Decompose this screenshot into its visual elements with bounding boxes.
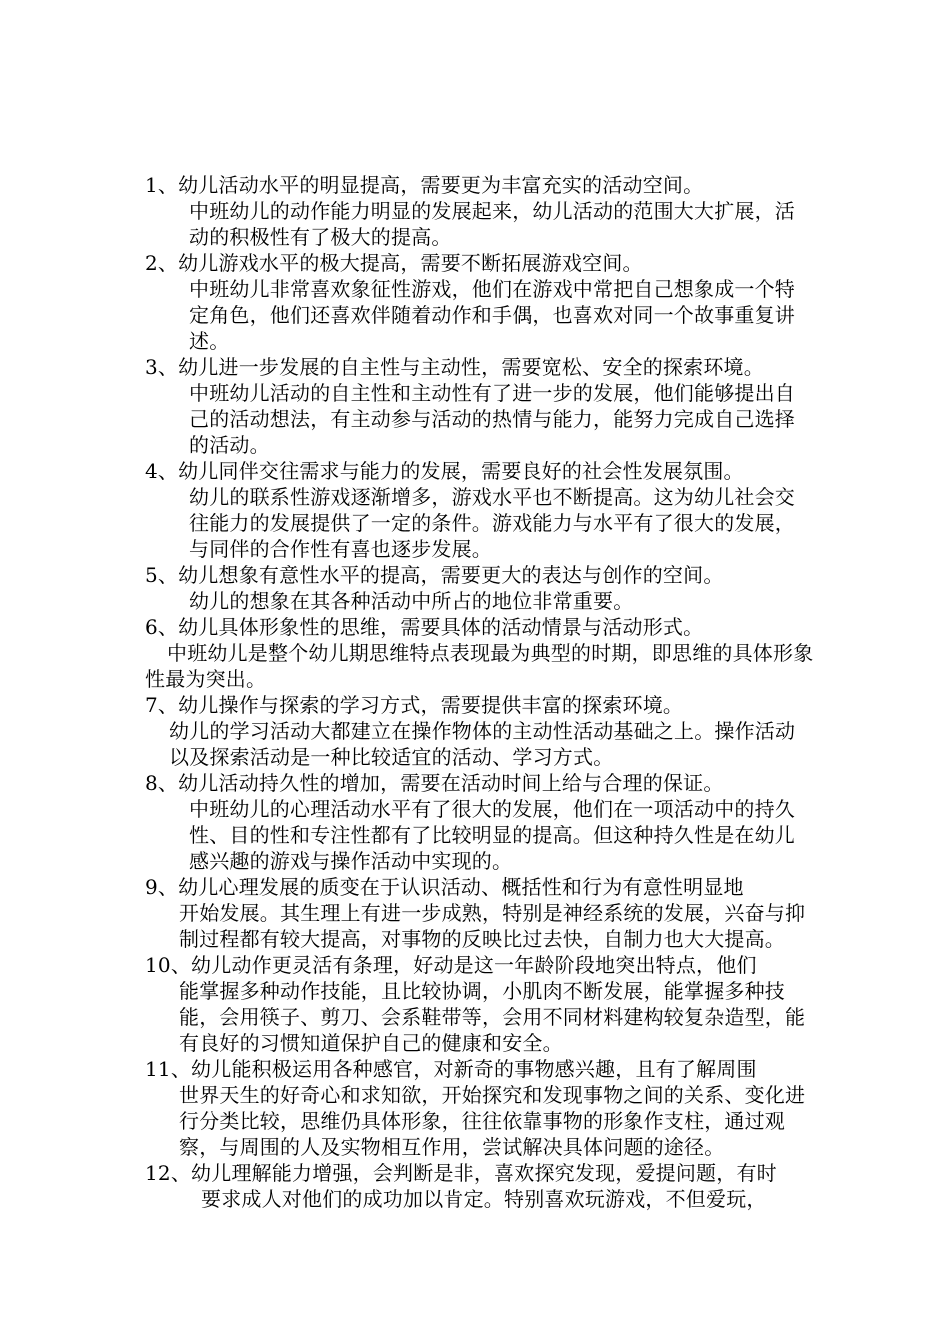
item-heading: 8、幼儿活动持久性的增加，需要在活动时间上给与合理的保证。: [145, 771, 724, 795]
item-paragraph: 要求成人对他们的成功加以肯定。特别喜欢玩游戏，不但爱玩，: [201, 1187, 767, 1211]
document-body: [145, 172, 815, 1212]
item-paragraph: 中班幼儿的心理活动水平有了很大的发展，他们在一项活动中的持久性、目的性和专注性都有了比较明显的提高。但这种持久性是在幼儿感兴趣的游戏与操作活动中实现的。: [189, 797, 795, 873]
item-heading: 3、幼儿进一步发展的自主性与主动性，需要宽松、安全的探索环境。: [145, 355, 764, 379]
item-paragraph: 幼儿的学习活动大都建立在操作物体的主动性活动基础之上。操作活动以及探索活动是一种比较适宜的活动、学习方式。: [169, 719, 796, 769]
list-item: [145, 874, 815, 952]
item-heading: 12、幼儿理解能力增强，会判断是非，喜欢探究发现，爱提问题，有时: [145, 1161, 777, 1185]
item-heading: 4、幼儿同伴交往需求与能力的发展，需要良好的社会性发展氛围。: [145, 459, 744, 483]
item-heading: 1、幼儿活动水平的明显提高，需要更为丰富充实的活动空间。: [145, 173, 704, 197]
item-heading: 6、幼儿具体形象性的思维，需要具体的活动情景与活动形式。: [145, 615, 704, 639]
item-heading: 9、幼儿心理发展的质变在于认识活动、概括性和行为有意性明显地: [145, 875, 744, 899]
item-paragraph: 能掌握多种动作技能，且比较协调，小肌肉不断发展，能掌握多种技能，会用筷子、剪刀、会系鞋带等，会用不同材料建构较复杂造型，能有良好的习惯知道保护自己的健康和安全。: [179, 979, 806, 1055]
list-item: [145, 354, 815, 458]
item-heading: 2、幼儿游戏水平的极大提高，需要不断拓展游戏空间。: [145, 251, 643, 275]
item-paragraph: 中班幼儿活动的自主性和主动性有了进一步的发展，他们能够提出自己的活动想法，有主动参与活动的热情与能力，能努力完成自己选择的活动。: [189, 381, 795, 457]
list-item: [145, 952, 815, 1056]
list-item: [145, 1056, 815, 1160]
item-paragraph: 中班幼儿是整个幼儿期思维特点表现最为典型的时期，即思维的具体形象性最为突出。: [145, 641, 814, 691]
item-heading: 7、幼儿操作与探索的学习方式，需要提供丰富的探索环境。: [145, 693, 684, 717]
item-heading: 10、幼儿动作更灵活有条理，好动是这一年龄阶段地突出特点，他们: [145, 953, 757, 977]
list-item: [145, 1160, 815, 1212]
item-paragraph: 中班幼儿非常喜欢象征性游戏，他们在游戏中常把自己想象成一个特定角色，他们还喜欢伴随着动作和手偶，也喜欢对同一个故事重复讲述。: [189, 277, 795, 353]
item-paragraph: 幼儿的联系性游戏逐渐增多，游戏水平也不断提高。这为幼儿社会交往能力的发展提供了一定的条件。游戏能力与水平有了很大的发展，与同伴的合作性有喜也逐步发展。: [189, 485, 795, 561]
item-paragraph: 中班幼儿的动作能力明显的发展起来，幼儿活动的范围大大扩展，活动的积极性有了极大的提高。: [189, 199, 795, 249]
item-heading: 11、幼儿能积极运用各种感官，对新奇的事物感兴趣，且有了解周围: [145, 1057, 757, 1081]
item-paragraph: 幼儿的想象在其各种活动中所占的地位非常重要。: [189, 589, 634, 613]
item-paragraph: 世界天生的好奇心和求知欲，开始探究和发现事物之间的关系、变化进行分类比较，思维仍具体形象，往往依靠事物的形象作支柱，通过观察，与周围的人及实物相互作用，尝试解决具体问题的途径。: [179, 1083, 806, 1159]
list-item: [145, 172, 815, 250]
item-heading: 5、幼儿想象有意性水平的提高，需要更大的表达与创作的空间。: [145, 563, 724, 587]
list-item: [145, 458, 815, 562]
list-item: [145, 250, 815, 354]
list-item: [145, 614, 815, 692]
list-item: [145, 562, 815, 614]
list-item: [145, 770, 815, 874]
list-item: [145, 692, 815, 770]
item-paragraph: 开始发展。其生理上有进一步成熟，特别是神经系统的发展，兴奋与抑制过程都有较大提高，对事物的反映比过去快，自制力也大大提高。: [179, 901, 806, 951]
